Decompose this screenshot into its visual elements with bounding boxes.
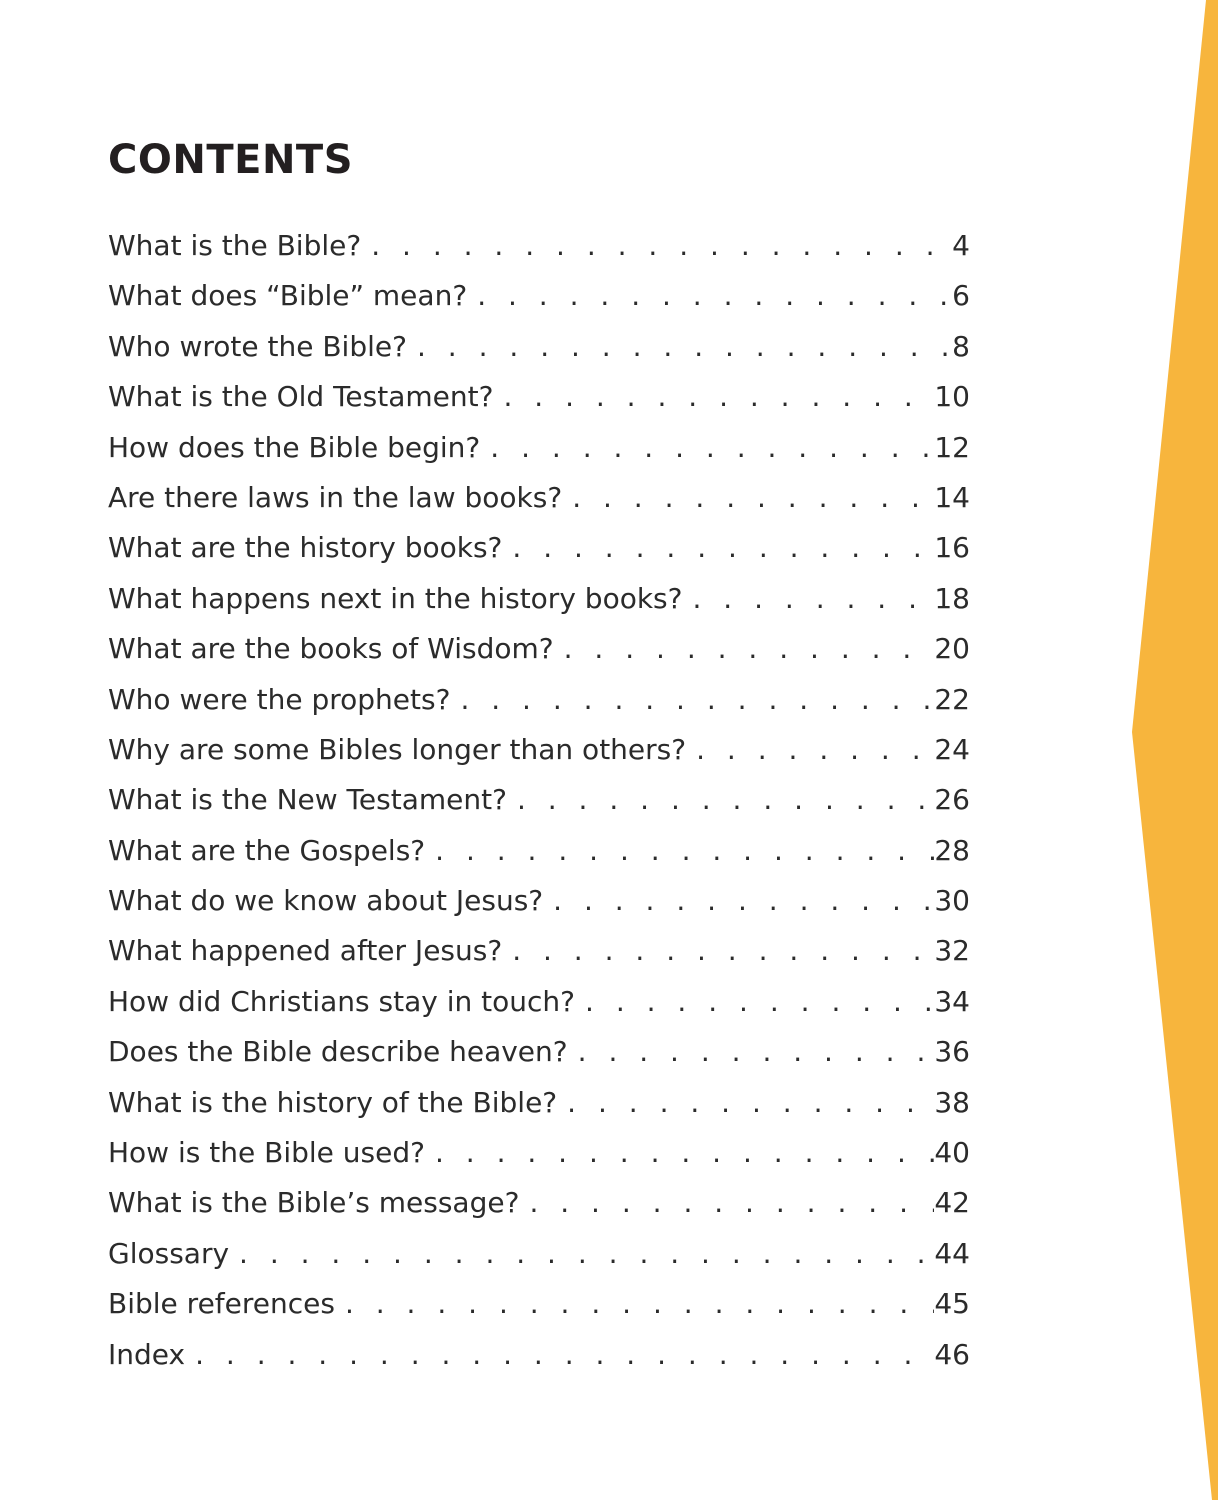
dot-leader xyxy=(683,582,935,615)
toc-entry-title: What does “Bible” mean? xyxy=(108,279,468,313)
toc-entry-page-number: 46 xyxy=(934,1337,970,1371)
toc-entry[interactable] xyxy=(108,1287,970,1337)
toc-entry-title: What happened after Jesus? xyxy=(108,934,503,968)
toc-entry-page-number: 34 xyxy=(934,984,970,1018)
toc-entry-page-number: 30 xyxy=(934,884,970,918)
toc-entry-page-number: 44 xyxy=(934,1236,970,1270)
toc-entry[interactable] xyxy=(108,330,970,380)
toc-entry-page-number: 40 xyxy=(934,1136,970,1170)
toc-entry-title: What is the New Testament? xyxy=(108,783,507,817)
toc-entry[interactable] xyxy=(108,229,970,279)
toc-entry-title: What is the Bible? xyxy=(108,229,362,262)
toc-entry-title: What are the books of Wisdom? xyxy=(108,632,554,666)
dot-leader xyxy=(502,531,934,564)
toc-entry-page-number: 42 xyxy=(934,1186,970,1220)
toc-entry-title: Who wrote the Bible? xyxy=(108,329,407,363)
dot-leader xyxy=(407,330,952,363)
toc-entry-page-number: 45 xyxy=(934,1287,970,1321)
toc-entry-title: How did Christians stay in touch? xyxy=(108,984,576,1018)
dot-leader xyxy=(480,431,934,464)
toc-entry[interactable] xyxy=(108,934,970,984)
dot-leader xyxy=(575,985,934,1018)
toc-entry[interactable] xyxy=(108,834,970,884)
toc-entry-title: What is the Bible’s message? xyxy=(108,1186,520,1220)
toc-entry-page-number: 8 xyxy=(952,329,970,363)
toc-entry[interactable] xyxy=(108,884,970,934)
toc-entry[interactable] xyxy=(108,985,970,1035)
dot-leader xyxy=(493,380,934,413)
dot-leader xyxy=(425,834,934,867)
toc-entry-title: How is the Bible used? xyxy=(108,1136,425,1170)
toc-entry[interactable] xyxy=(108,481,970,531)
dot-leader xyxy=(543,884,934,917)
toc-entry[interactable] xyxy=(108,380,970,430)
toc-entry-page-number: 28 xyxy=(934,833,970,867)
toc-entry-page-number: 10 xyxy=(934,380,970,414)
dot-leader xyxy=(185,1338,934,1371)
dot-leader xyxy=(425,1136,934,1169)
dot-leader xyxy=(229,1237,934,1270)
dot-leader xyxy=(450,683,934,716)
dot-leader xyxy=(361,229,952,262)
toc-entry-page-number: 26 xyxy=(934,783,970,817)
toc-entry-title: What do we know about Jesus? xyxy=(108,884,544,918)
dot-leader xyxy=(686,733,934,766)
toc-entry-title: Does the Bible describe heaven? xyxy=(108,1035,568,1069)
toc-entry-title: Bible references xyxy=(108,1287,335,1321)
toc-entry-title: What are the Gospels? xyxy=(108,833,426,867)
toc-entry-page-number: 24 xyxy=(934,732,970,766)
toc-entry[interactable] xyxy=(108,783,970,833)
toc-entry-page-number: 14 xyxy=(934,480,970,514)
toc-entry-title: What are the history books? xyxy=(108,531,503,565)
toc-entry-title: Glossary xyxy=(108,1236,230,1270)
dot-leader xyxy=(507,783,934,816)
toc-entry-page-number: 16 xyxy=(934,531,970,565)
dot-leader xyxy=(519,1186,934,1219)
toc-entry-title: Who were the prophets? xyxy=(108,682,451,716)
dot-leader xyxy=(562,481,934,514)
dot-leader xyxy=(557,1086,934,1119)
toc-entry[interactable] xyxy=(108,279,970,329)
table-of-contents xyxy=(108,229,970,1388)
toc-entry-page-number: 36 xyxy=(934,1035,970,1069)
dot-leader xyxy=(335,1287,934,1320)
toc-entry[interactable] xyxy=(108,531,970,581)
dot-leader xyxy=(502,934,934,967)
toc-entry[interactable] xyxy=(108,1086,970,1136)
dot-leader xyxy=(467,279,952,312)
toc-entry[interactable] xyxy=(108,733,970,783)
toc-entry-title: What is the history of the Bible? xyxy=(108,1085,558,1119)
toc-entry-page-number: 6 xyxy=(952,279,970,313)
toc-entry[interactable] xyxy=(108,1136,970,1186)
toc-entry-page-number: 32 xyxy=(934,934,970,968)
toc-entry[interactable] xyxy=(108,431,970,481)
dot-leader xyxy=(568,1035,935,1068)
accent-shape xyxy=(1132,0,1218,1500)
toc-entry-title: Why are some Bibles longer than others? xyxy=(108,732,687,766)
toc-entry-title: Index xyxy=(108,1337,186,1371)
toc-entry[interactable] xyxy=(108,1186,970,1236)
page-title: CONTENTS xyxy=(108,137,354,183)
toc-entry[interactable] xyxy=(108,1237,970,1287)
toc-entry[interactable] xyxy=(108,683,970,733)
toc-entry-page-number: 12 xyxy=(934,430,970,464)
toc-entry-title: Are there laws in the law books? xyxy=(108,480,563,514)
toc-entry[interactable] xyxy=(108,1035,970,1085)
toc-entry-title: How does the Bible begin? xyxy=(108,430,481,464)
toc-entry-page-number: 20 xyxy=(934,632,970,666)
toc-entry-title: What happens next in the history books? xyxy=(108,581,683,615)
toc-entry[interactable] xyxy=(108,1338,970,1388)
toc-entry[interactable] xyxy=(108,632,970,682)
dot-leader xyxy=(554,632,935,665)
toc-entry-page-number: 18 xyxy=(934,581,970,615)
toc-entry-page-number: 4 xyxy=(952,229,970,262)
toc-entry-page-number: 22 xyxy=(934,682,970,716)
toc-entry-page-number: 38 xyxy=(934,1085,970,1119)
toc-entry-title: What is the Old Testament? xyxy=(108,380,494,414)
toc-entry[interactable] xyxy=(108,582,970,632)
